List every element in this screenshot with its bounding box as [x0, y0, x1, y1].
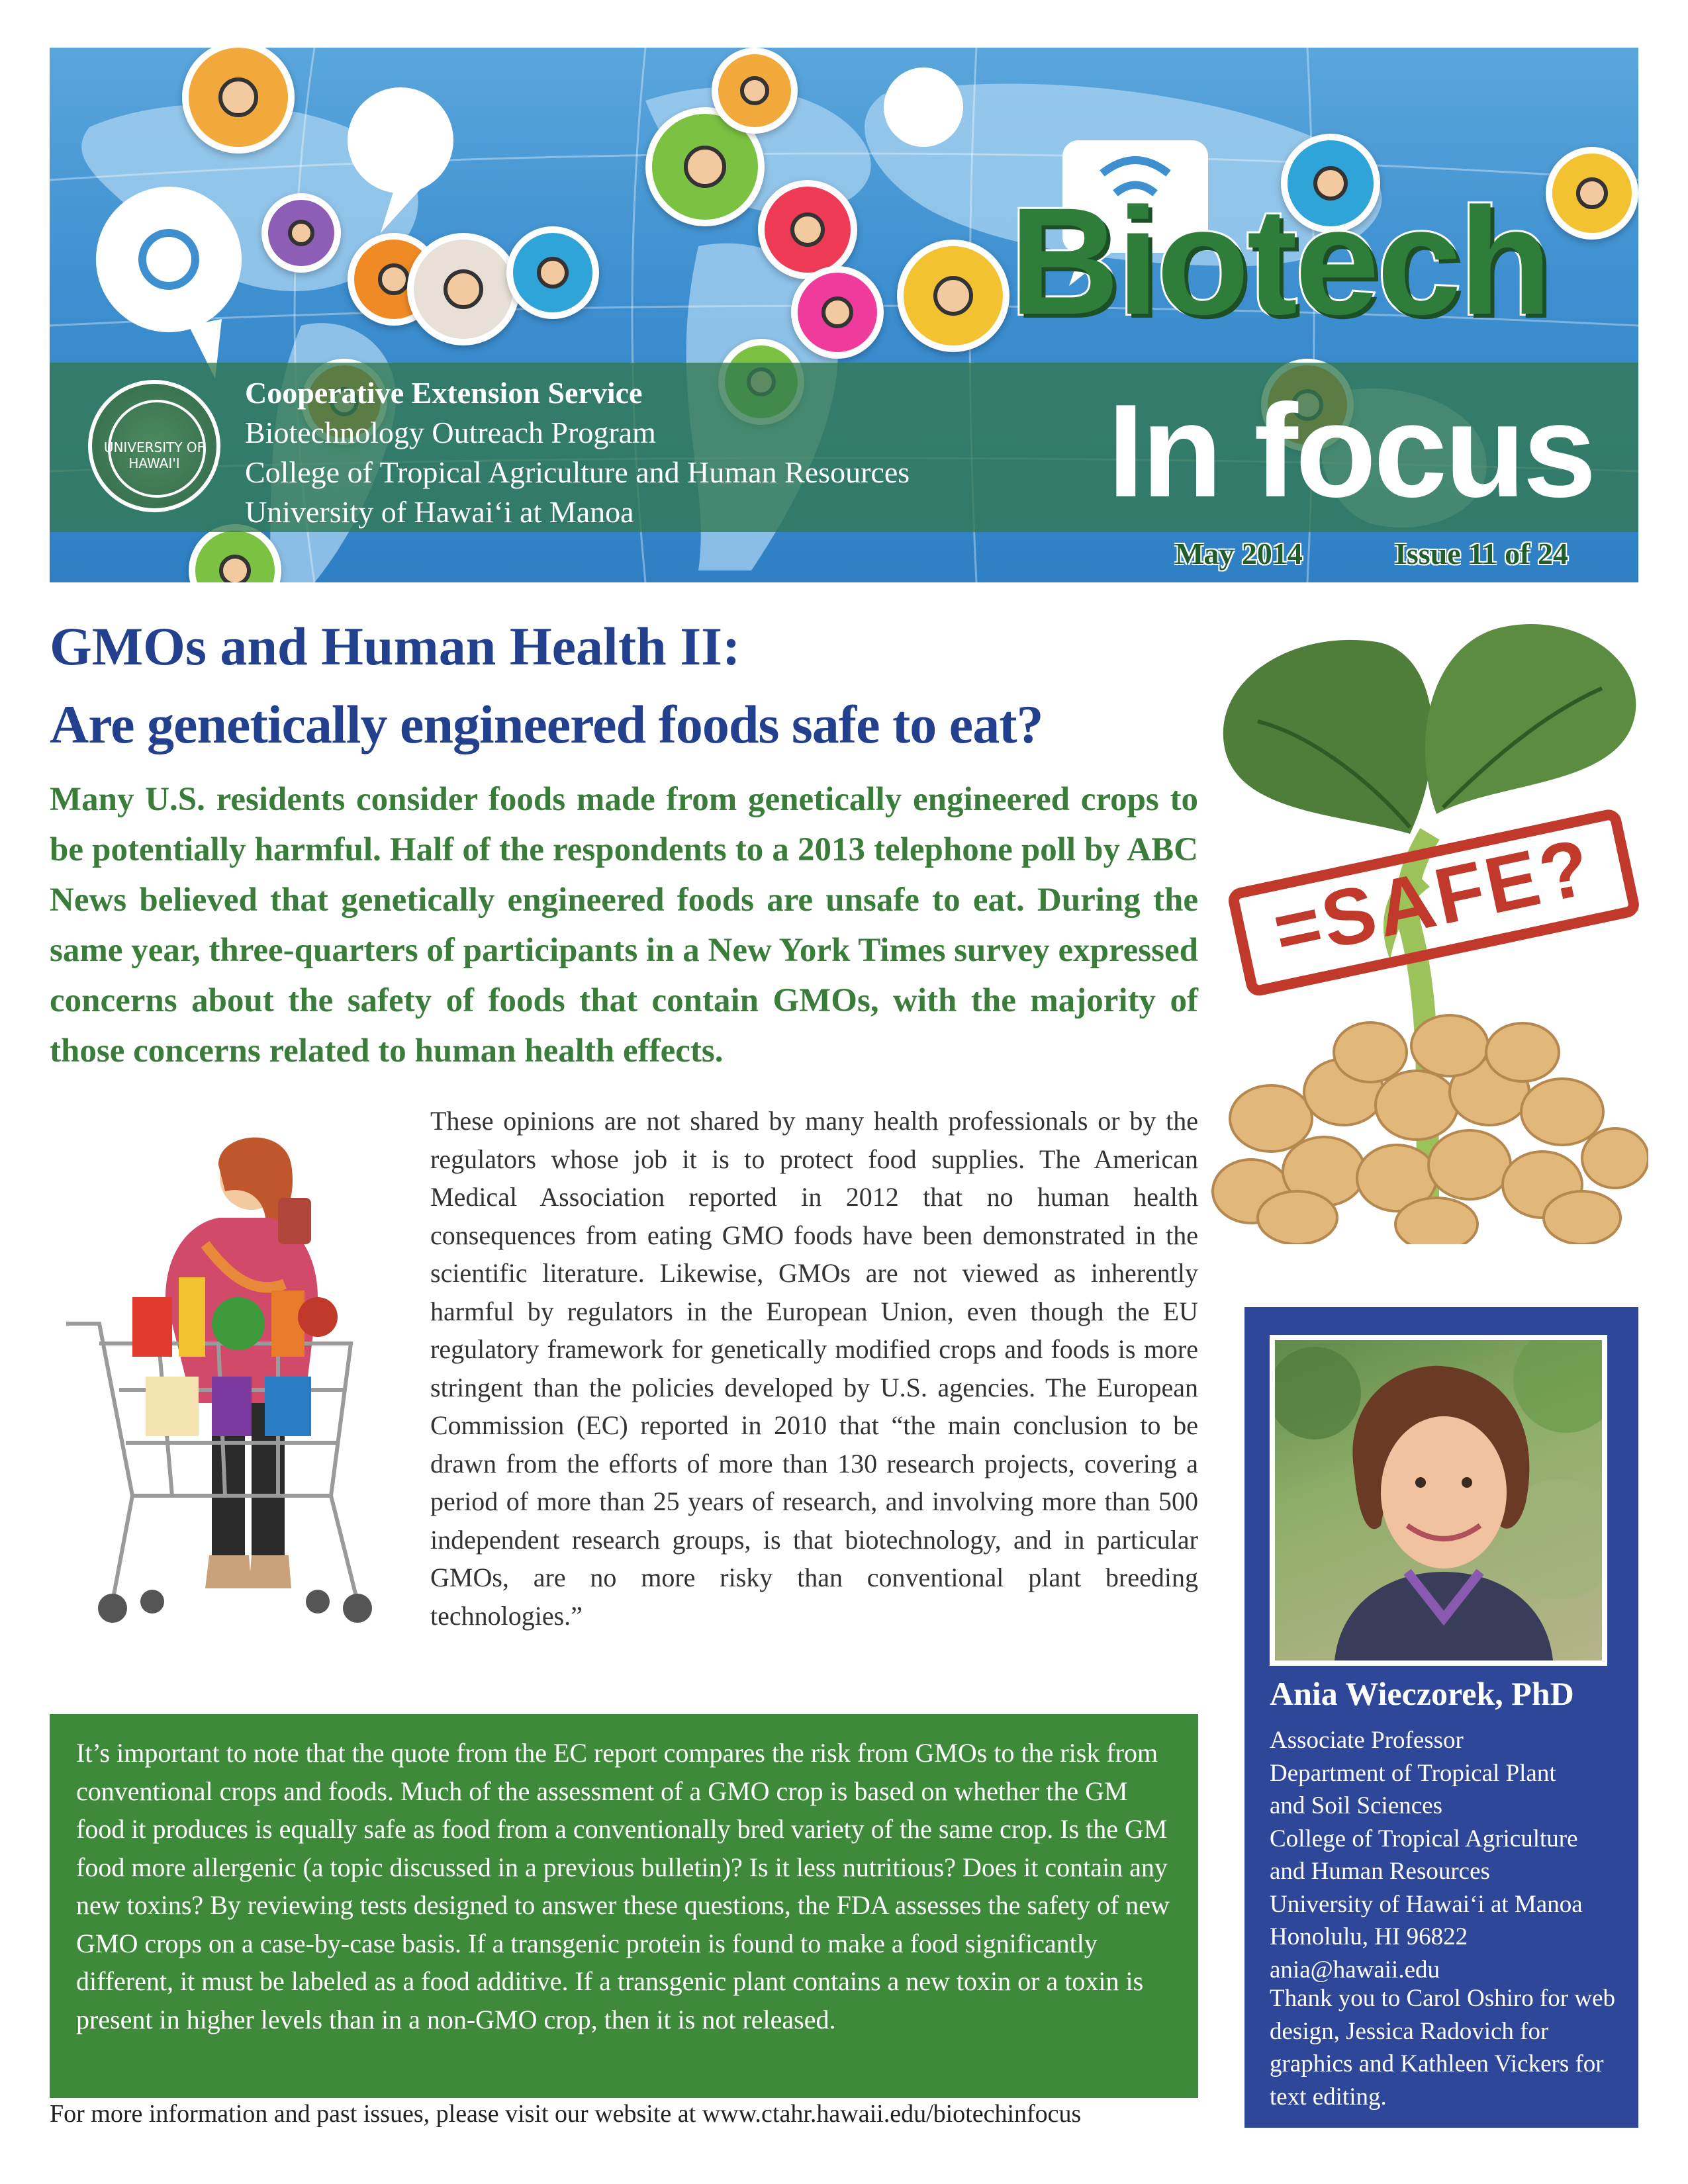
org-line: University of Hawai‘i at Manoa: [245, 495, 634, 529]
author-info-line: College of Tropical Agriculture: [1270, 1825, 1578, 1852]
author-portrait-graphic: [1275, 1340, 1602, 1661]
newsletter-subtitle: In focus: [1107, 377, 1594, 525]
body-paragraph: These opinions are not shared by many health professionals or by the regulators whose job it is to protect food supplies. The American Medical Association reported in 2012 that no human health consequences from eating GMO foods have been demonstrated in the scientific literature. Likewise, GMOs are not viewed as inherently harmful by regulators in the European Union, even though the EU regulatory framework for genetically modified crops and foods is more stringent than the policies developed by U.S. agencies. The European Commission (EC) reported in 2010 that “the main conclusion to be drawn from the efforts of more than 130 research projects, covering a period of more than 25 years of research, and involving more than 500 independent research groups, is that biotechnology, and in particular GMOs, are no more risky than conventional plant breeding technologies.”: [430, 1106, 1198, 1631]
author-info-line: Department of Tropical Plant: [1270, 1759, 1556, 1787]
note-box: [50, 1714, 1198, 2098]
author-info-line: and Human Resources: [1270, 1858, 1490, 1885]
org-line: Cooperative Extension Service: [245, 376, 643, 410]
soybean-sprout-image: [1211, 615, 1648, 1244]
avatar-icon: [897, 240, 1009, 352]
avatar-icon: [712, 48, 798, 134]
issue-number: Issue 11 of 24: [1395, 537, 1568, 570]
author-info-line: Honolulu, HI 96822: [1270, 1923, 1468, 1950]
author-info-line: University of Hawai‘i at Manoa: [1270, 1890, 1583, 1918]
avatar-icon: [407, 233, 520, 345]
avatar-icon: [506, 226, 599, 319]
headline-secondary: Are genetically engineered foods safe to eat?: [50, 694, 1043, 754]
avatar-icon: [791, 266, 884, 359]
footer-website-note: For more information and past issues, please visit our website at www.ctahr.hawaii.edu/biotechinfocus: [50, 2100, 1082, 2128]
headline-primary: GMOs and Human Health II:: [50, 616, 741, 676]
author-info-line: Associate Professor: [1270, 1727, 1464, 1754]
org-line: College of Tropical Agriculture and Human Resources: [245, 455, 910, 489]
avatar-icon: [1546, 147, 1638, 240]
seal-text: UNIVERSITY OF HAWAI'I: [103, 439, 205, 471]
issue-date: May 2014: [1175, 537, 1303, 570]
author-photo: [1270, 1335, 1607, 1666]
university-seal-icon: [88, 380, 220, 512]
author-name: Ania Wieczorek, PhD: [1270, 1675, 1574, 1712]
organization-block: [245, 373, 910, 532]
avatar-icon: [758, 180, 857, 279]
masthead-banner: [50, 48, 1638, 582]
avatar-icon: [261, 193, 341, 273]
author-email: ania@hawaii.edu: [1270, 1956, 1440, 1983]
author-affiliation: [1270, 1724, 1627, 1986]
author-sidebar: [1244, 1307, 1638, 2128]
lead-paragraph: Many U.S. residents consider foods made from genetically engineered crops to be potentially harmful. Half of the respondents to a 2013 telephone poll by ABC News believed that genetically engineered foods are unsafe to eat. During the same year, three-quarters of participants in a New York Times survey expressed concerns about the safety of foods that contain GMOs, with the majority of those concerns related to human health effects.: [50, 781, 1198, 1069]
org-line: Biotechnology Outreach Program: [245, 416, 656, 449]
note-paragraph: It’s important to note that the quote from the EC report compares the risk from GMOs to the risk from conventional crops and foods. Much of the assessment of a GMO crop is based on whether the GM food it produces is equally safe as food from a conventionally bred variety of the same crop. Is the GM food more allergenic (a topic discussed in a previous bulletin)? Is it less nutritious? Does it contain any new toxins? By reviewing tests designed to answer these questions, the FDA assesses the safety of new GMO crops on a case-by-case basis. If a transgenic protein is found to make a food significantly different, it must be labeled as a food additive. If a transgenic plant contains a new toxin or a toxin is present in higher levels than in a non-GMO crop, then it is not released.: [76, 1738, 1170, 2034]
safe-stamp-text: =SAFE?: [1266, 821, 1600, 976]
author-info-line: and Soil Sciences: [1270, 1792, 1443, 1819]
shopper-with-cart-image: [53, 1125, 410, 1641]
newsletter-title: Biotech: [1009, 176, 1550, 346]
credits-text: Thank you to Carol Oshiro for web design, Jessica Radovich for graphics and Kathleen Vickers for text editing.: [1270, 1985, 1616, 2111]
